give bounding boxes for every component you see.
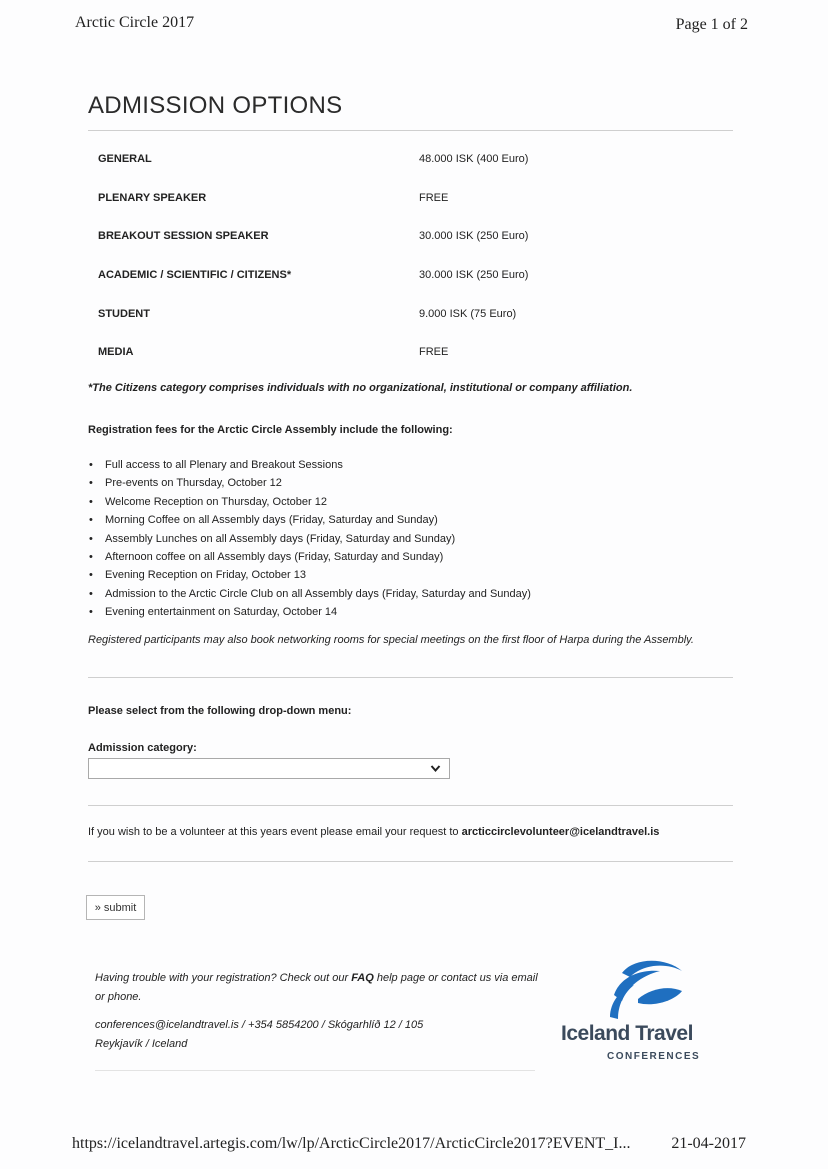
contact-line: conferences@icelandtravel.is / +354 5854200 / Skógarhlíð 12 / 105 — [95, 1019, 424, 1031]
admission-row — [98, 141, 718, 180]
admission-category: STUDENT — [98, 307, 150, 320]
fees-heading: Registration fees for the Arctic Circle Assembly include the following: — [88, 424, 453, 436]
list-item: • Evening entertainment on Saturday, October 14 — [88, 603, 531, 621]
chevron-down-icon — [430, 763, 441, 774]
volunteer-email-link[interactable]: arcticcirclevolunteer@icelandtravel.is — [461, 826, 660, 838]
section-divider — [88, 861, 733, 862]
help-text — [95, 969, 545, 1006]
list-item: • Evening Reception on Friday, October 13 — [88, 566, 531, 584]
admission-price: 9.000 ISK (75 Euro) — [419, 307, 517, 320]
list-item: • Morning Coffee on all Assembly days (Friday, Saturday and Sunday) — [88, 511, 531, 529]
help-text-before: Having trouble with your registration? Check out our — [95, 972, 352, 984]
admission-row — [98, 180, 718, 219]
print-footer-date: 21-04-2017 — [671, 1135, 746, 1152]
list-item: • Full access to all Plenary and Breakout Sessions — [88, 456, 531, 474]
admission-category: PLENARY SPEAKER — [98, 191, 207, 204]
section-divider — [88, 805, 733, 806]
list-item: • Afternoon coffee on all Assembly days (Friday, Saturday and Sunday) — [88, 548, 531, 566]
contact-info — [95, 1016, 545, 1053]
logo-subtitle: CONFERENCES — [607, 1051, 701, 1062]
print-footer-url: https://icelandtravel.artegis.com/lw/lp/ArcticCircle2017/ArcticCircle2017?EVENT_I... — [72, 1135, 631, 1152]
help-text-after: help page or contact us via email or phone. — [95, 972, 538, 1003]
list-item: • Assembly Lunches on all Assembly days (Friday, Saturday and Sunday) — [88, 530, 531, 548]
list-item: • Welcome Reception on Thursday, October 12 — [88, 493, 531, 511]
admission-options-table — [98, 141, 718, 373]
title-divider — [88, 130, 733, 131]
admission-row — [98, 296, 718, 335]
faq-link[interactable]: FAQ — [351, 972, 374, 984]
print-header-title: Arctic Circle 2017 — [75, 14, 195, 31]
admission-price: FREE — [419, 346, 449, 359]
iceland-travel-logo-icon — [604, 955, 688, 1023]
volunteer-note — [88, 826, 659, 838]
admission-price: 48.000 ISK (400 Euro) — [419, 153, 529, 165]
admission-price: 30.000 ISK (250 Euro) — [419, 269, 529, 282]
networking-note: Registered participants may also book networking rooms for special meetings on the first floor of Harpa during the Assembly. — [88, 634, 694, 646]
print-footer — [72, 1135, 746, 1157]
print-header — [75, 14, 748, 38]
admission-category-select[interactable] — [88, 758, 450, 779]
admission-category: BREAKOUT SESSION SPEAKER — [98, 230, 269, 243]
page-title: ADMISSION OPTIONS — [88, 92, 343, 119]
admission-row — [98, 257, 718, 296]
admission-row — [98, 218, 718, 257]
admission-price: 30.000 ISK (250 Euro) — [419, 230, 529, 243]
list-item: • Pre-events on Thursday, October 12 — [88, 474, 531, 492]
section-divider — [88, 677, 733, 678]
admission-category: MEDIA — [98, 346, 134, 359]
contact-line: Reykjavík / Iceland — [95, 1037, 188, 1050]
admission-price: FREE — [419, 191, 449, 204]
citizens-footnote: *The Citizens category comprises individuals with no organizational, institutional or company affiliation. — [88, 382, 633, 394]
admission-category-label: Admission category: — [88, 742, 197, 754]
fees-list — [88, 456, 531, 622]
volunteer-text: If you wish to be a volunteer at this years event please email your request to — [88, 826, 462, 838]
admission-row — [98, 334, 718, 373]
select-prompt: Please select from the following drop-down menu: — [88, 705, 352, 717]
logo-name: Iceland Travel — [561, 1022, 693, 1045]
admission-category: ACADEMIC / SCIENTIFIC / CITIZENS* — [98, 269, 292, 282]
print-header-page-number: Page 1 of 2 — [675, 16, 748, 33]
submit-button[interactable]: » submit — [86, 895, 145, 920]
list-item: • Admission to the Arctic Circle Club on all Assembly days (Friday, Saturday and Sunday) — [88, 585, 531, 603]
help-divider — [95, 1070, 535, 1071]
admission-category: GENERAL — [98, 153, 152, 165]
